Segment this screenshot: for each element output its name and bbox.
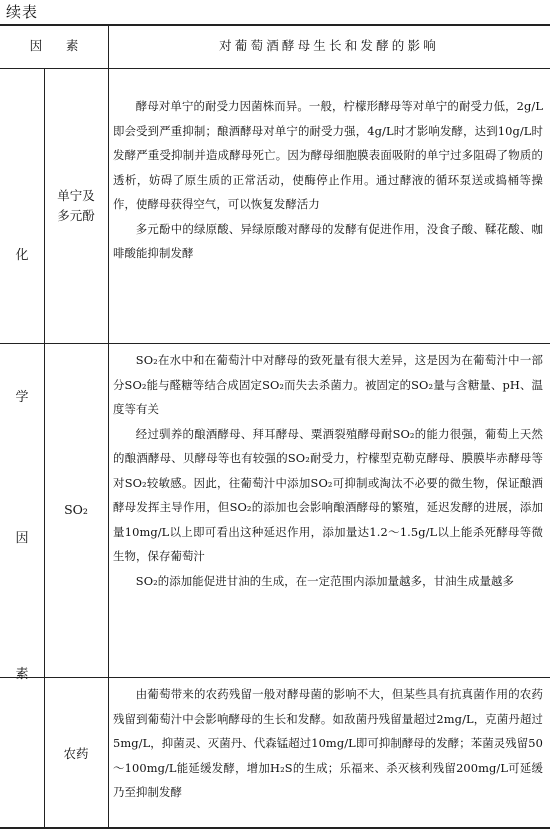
header-effect: 对葡萄酒酵母生长和发酵的影响 [219, 38, 439, 53]
effect-cell-tannin [113, 94, 543, 266]
row-label-so2 [44, 500, 108, 520]
row-label-tannin [44, 186, 108, 226]
category-char: 素 [15, 667, 29, 682]
row-label-line: 单宁及 [57, 188, 95, 203]
category-char: 化 [15, 248, 29, 263]
row-divider-2 [0, 677, 550, 678]
effect-cell-pesticide [113, 682, 543, 805]
effect-paragraph: SO₂的添加能促进甘油的生成，在一定范围内添加量越多，甘油生成量越多 [135, 573, 515, 588]
column-divider-sub [44, 68, 45, 827]
row-divider-1 [0, 343, 550, 344]
effect-paragraph: SO₂在水中和在葡萄汁中对酵母的致死量有很大差异，这是因为在葡萄汁中一部分SO₂能与醛糖等结合成固定SO₂而失去杀菌力。被固定的SO₂量与含糖量、pH、温度等有关 [113, 353, 543, 416]
header-bottom-rule [0, 68, 550, 69]
effect-cell-so2 [113, 348, 543, 593]
effect-paragraph: 多元酚中的绿原酸、异绿原酸对酵母的发酵有促进作用，没食子酸、鞣花酸、咖啡酸能抑制发酵 [113, 221, 543, 260]
effect-paragraph: 经过驯养的酿酒酵母、拜耳酵母、粟酒裂殖酵母耐SO₂的能力很强，葡萄上天然的酿酒酵母、贝酵母等也有较强的SO₂耐受力，柠檬型克勒克酵母、膜膜毕赤酵母等对SO₂较敏感。因此，往葡萄汁中添加SO₂可抑制或淘汰不必要的微生物，保证酿酒酵母发挥主导作用，但SO₂的添加也会影响酿酒酵母的繁殖，延迟发酵的进展，添加量10mg/L以上即可看出这种延迟作用，添加量达1.2～1.5g/L以上能杀死酵母等微生物，保存葡萄汁 [113, 426, 543, 563]
row-label-line: 农药 [63, 746, 89, 761]
row-label-pesticide [44, 744, 108, 764]
table-caption: 续表 [6, 3, 39, 21]
category-char: 学 [15, 390, 29, 405]
effect-paragraph: 酵母对单宁的耐受力因菌株而异。一般，柠檬形酵母等对单宁的耐受力低，2g/L即会受到严重抑制；酿酒酵母对单宁的耐受力强，4g/L时才影响发酵，达到10g/L时发酵严重受抑制并造成酵母死亡。因为酵母细胞膜表面吸附的单宁过多阻碍了物质的透析，妨碍了原生质的正常活动，使酶停止作用。通过酵液的循环泵送或捣桶等操作，使酵母获得空气，可以恢复发酵活力 [113, 99, 543, 211]
header-factor: 因 素 [29, 38, 79, 53]
column-divider-main [108, 24, 109, 827]
row-label-line: 多元酚 [57, 208, 95, 223]
effect-paragraph: 由葡萄带来的农药残留一般对酵母菌的影响不大，但某些具有抗真菌作用的农药残留到葡萄汁中会影响酵母的生长和发酵。如敌菌丹残留量超过2mg/L，克菌丹超过5mg/L，抑菌灵、灭菌丹、代森锰超过10mg/L即可抑制酵母的发酵；苯菌灵残留50～100mg/L能延缓发酵，增加H₂S的生成；乐福来、杀灭核利残留200mg/L可延缓乃至抑制发酵 [113, 687, 543, 799]
row-label-line: SO₂ [64, 502, 88, 517]
category-char: 因 [15, 531, 29, 546]
